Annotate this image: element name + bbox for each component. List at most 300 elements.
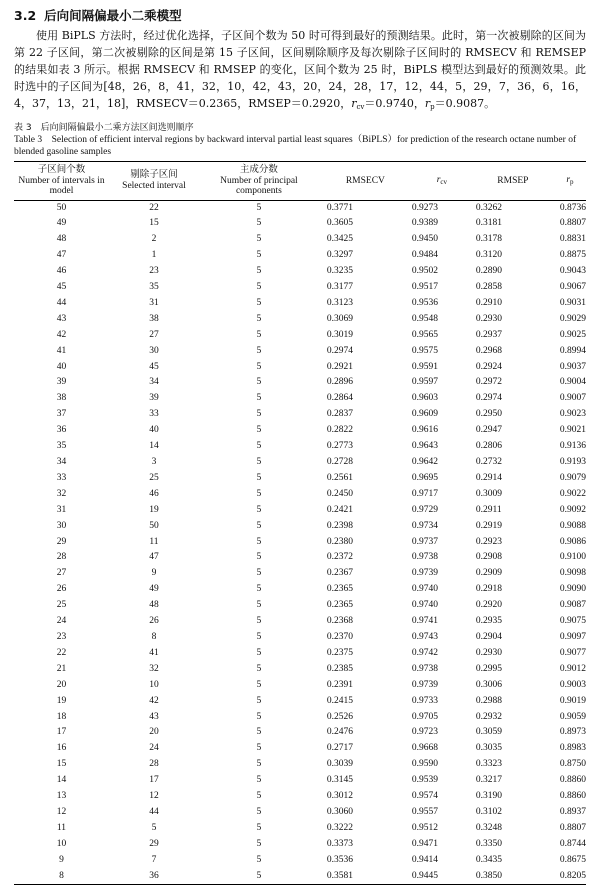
cell-rmsecv: 0.2728 bbox=[326, 457, 354, 467]
cell-selected: 12 bbox=[149, 791, 159, 802]
cell-rmsep: 0.2910 bbox=[475, 297, 502, 308]
cell-rmsep: 0.2972 bbox=[475, 377, 502, 388]
cell-rp: 0.9075 bbox=[559, 616, 586, 627]
header-rp bbox=[554, 162, 586, 201]
cell-rp: 0.9097 bbox=[559, 631, 586, 642]
cell-components: 5 bbox=[256, 695, 262, 706]
cell-rp: 0.9031 bbox=[559, 297, 586, 308]
cell-components: 5 bbox=[256, 727, 262, 738]
cell-rmsecv: 0.3235 bbox=[326, 266, 354, 277]
cell-rp: 0.9098 bbox=[559, 568, 586, 579]
cell-rp: 0.8831 bbox=[559, 234, 586, 245]
cell-selected: 41 bbox=[149, 647, 159, 658]
cell-components: 5 bbox=[256, 552, 262, 563]
header-rcv bbox=[412, 162, 472, 201]
cell-rcv: 0.9445 bbox=[411, 870, 438, 881]
cell-components: 5 bbox=[256, 377, 262, 388]
rp-symbol: r bbox=[424, 97, 431, 110]
cell-rcv: 0.9739 bbox=[411, 568, 438, 579]
cell-intervals: 8 bbox=[59, 870, 64, 881]
cell-rcv: 0.9729 bbox=[411, 504, 438, 515]
cell-selected: 7 bbox=[151, 854, 157, 865]
cell-intervals: 45 bbox=[56, 282, 67, 293]
table-row bbox=[14, 232, 586, 248]
cell-rmsep: 0.2806 bbox=[475, 441, 502, 452]
cell-rcv: 0.9517 bbox=[411, 282, 438, 293]
table-row bbox=[14, 566, 586, 582]
cell-rcv: 0.9548 bbox=[411, 313, 438, 324]
cell-rmsep: 0.3850 bbox=[475, 870, 502, 881]
header-rp-symbol: r bbox=[566, 174, 571, 185]
cell-selected: 5 bbox=[151, 822, 157, 833]
cell-rmsecv: 0.3425 bbox=[326, 234, 354, 245]
cell-components: 5 bbox=[256, 409, 262, 420]
cell-intervals: 31 bbox=[56, 504, 67, 515]
cell-selected: 45 bbox=[149, 361, 159, 372]
table-row bbox=[14, 360, 586, 376]
cell-rcv: 0.9738 bbox=[411, 663, 438, 674]
cell-rmsep: 0.2937 bbox=[475, 329, 502, 340]
table-row bbox=[14, 519, 586, 535]
cell-rmsep: 0.2947 bbox=[475, 425, 502, 436]
cell-intervals: 47 bbox=[56, 250, 67, 261]
cell-rp: 0.8875 bbox=[559, 250, 586, 261]
cell-components: 5 bbox=[256, 791, 262, 802]
cell-rmsep: 0.2935 bbox=[475, 616, 502, 627]
cell-components: 5 bbox=[256, 536, 262, 547]
cell-components: 5 bbox=[256, 457, 262, 467]
cell-intervals: 27 bbox=[56, 568, 67, 579]
cell-rmsecv: 0.2896 bbox=[326, 377, 354, 388]
cell-components: 5 bbox=[256, 631, 262, 642]
cell-rcv: 0.9512 bbox=[411, 822, 438, 833]
cell-components: 5 bbox=[256, 202, 262, 213]
cell-rcv: 0.9591 bbox=[411, 361, 438, 372]
header-selected bbox=[109, 162, 199, 201]
table-row bbox=[14, 757, 586, 773]
cell-components: 5 bbox=[256, 647, 262, 658]
header-selected-en: Selected interval bbox=[122, 180, 186, 191]
cell-rp: 0.9193 bbox=[559, 457, 586, 467]
cell-rcv: 0.9705 bbox=[411, 711, 438, 722]
cell-rp: 0.8750 bbox=[559, 759, 586, 770]
cell-rcv: 0.9609 bbox=[411, 409, 438, 420]
header-components-en: Number of principal components bbox=[220, 175, 298, 196]
cell-components: 5 bbox=[256, 266, 262, 277]
cell-intervals: 14 bbox=[56, 775, 67, 786]
cell-rmsecv: 0.2391 bbox=[326, 679, 354, 690]
cell-rmsecv: 0.2526 bbox=[326, 711, 354, 722]
table-row bbox=[14, 614, 586, 630]
cell-intervals: 40 bbox=[56, 361, 67, 372]
cell-selected: 19 bbox=[149, 504, 159, 515]
table-row bbox=[14, 503, 586, 519]
cell-intervals: 25 bbox=[56, 600, 67, 611]
table-row bbox=[14, 869, 586, 885]
cell-intervals: 23 bbox=[56, 631, 67, 642]
table-row bbox=[14, 328, 586, 344]
cell-rmsecv: 0.3069 bbox=[326, 313, 354, 324]
cell-rmsecv: 0.3039 bbox=[326, 759, 354, 770]
paragraph-text: 使用 BiPLS 方法时，经过优化选择，子区间个数为 50 时可得到最好的预测结果。此时，第一次被剔除的区间为第 22 子区间，第二次被剔除的区间是第 15 子区间，区间剔除顺序及每次剔除子区间时的 RMSECV 和 REMSEP 的结果如表 3 所示。根据 RMSECV 和 RMSEP 的变化，区间个数为 25 时，BiPLS 模型达到最好的预测效果。此时选中的子区间为[48，26，8，41，32，10，42，43，20，24，28，17，12，44，5，29，7，36，6，16，4，37，13，21，18]，RMSECV＝0.2365，RMSEP＝0.2920， bbox=[14, 29, 586, 110]
cell-components: 5 bbox=[256, 218, 262, 229]
table-row bbox=[14, 837, 586, 853]
header-intervals-en: Number of intervals in model bbox=[18, 175, 105, 196]
cell-rmsep: 0.3102 bbox=[475, 806, 502, 817]
cell-components: 5 bbox=[256, 345, 262, 356]
cell-rp: 0.8807 bbox=[559, 822, 586, 833]
cell-rmsep: 0.2911 bbox=[475, 504, 502, 515]
cell-intervals: 30 bbox=[56, 520, 67, 531]
cell-selected: 32 bbox=[149, 663, 159, 674]
table-row bbox=[14, 821, 586, 837]
cell-selected: 26 bbox=[149, 616, 159, 627]
cell-rcv: 0.9717 bbox=[411, 488, 438, 499]
cell-intervals: 13 bbox=[56, 791, 67, 802]
cell-rp: 0.8675 bbox=[559, 854, 586, 865]
table-row bbox=[14, 550, 586, 566]
cell-components: 5 bbox=[256, 393, 262, 404]
cell-selected: 25 bbox=[149, 472, 159, 483]
cell-rp: 0.9136 bbox=[559, 441, 586, 452]
table-row bbox=[14, 471, 586, 487]
cell-rp: 0.9087 bbox=[559, 600, 586, 611]
cell-rmsep: 0.3323 bbox=[475, 759, 502, 770]
table-row bbox=[14, 789, 586, 805]
cell-intervals: 46 bbox=[56, 266, 67, 277]
cell-components: 5 bbox=[256, 775, 262, 786]
cell-components: 5 bbox=[256, 441, 262, 452]
cell-rmsep: 0.2914 bbox=[475, 472, 502, 483]
cell-intervals: 33 bbox=[56, 472, 67, 483]
cell-rmsep: 0.3120 bbox=[475, 250, 502, 261]
table-row bbox=[14, 200, 586, 216]
header-rmsecv: RMSECV bbox=[345, 175, 385, 186]
cell-components: 5 bbox=[256, 234, 262, 245]
cell-rmsecv: 0.3297 bbox=[326, 250, 354, 261]
table-row bbox=[14, 375, 586, 391]
header-rcv-sub: cv bbox=[440, 177, 448, 186]
cell-components: 5 bbox=[256, 313, 262, 324]
cell-rcv: 0.9743 bbox=[411, 631, 438, 642]
cell-rp: 0.8937 bbox=[559, 806, 586, 817]
cell-components: 5 bbox=[256, 743, 262, 754]
cell-selected: 47 bbox=[149, 552, 159, 563]
cell-rp: 0.9004 bbox=[559, 377, 586, 388]
table-row bbox=[14, 630, 586, 646]
header-rp-sub: p bbox=[570, 177, 574, 186]
cell-rmsecv: 0.3605 bbox=[326, 218, 354, 229]
table-row bbox=[14, 805, 586, 821]
cell-selected: 17 bbox=[149, 775, 159, 786]
cell-rcv: 0.9575 bbox=[411, 345, 438, 356]
cell-selected: 48 bbox=[149, 600, 159, 611]
cell-rp: 0.9079 bbox=[559, 472, 586, 483]
cell-rcv: 0.9616 bbox=[411, 425, 438, 436]
cell-rcv: 0.9565 bbox=[411, 329, 438, 340]
cell-rcv: 0.9539 bbox=[411, 775, 438, 786]
cell-components: 5 bbox=[256, 616, 262, 627]
cell-rp: 0.9088 bbox=[559, 520, 586, 531]
table-row bbox=[14, 678, 586, 694]
cell-selected: 31 bbox=[149, 297, 159, 308]
cell-rmsecv: 0.2822 bbox=[326, 425, 354, 436]
cell-rp: 0.9019 bbox=[559, 695, 586, 706]
cell-selected: 33 bbox=[149, 409, 159, 420]
cell-intervals: 37 bbox=[56, 409, 67, 420]
cell-selected: 23 bbox=[149, 266, 159, 277]
cell-rp: 0.9012 bbox=[559, 663, 586, 674]
cell-intervals: 15 bbox=[56, 759, 67, 770]
cell-rp: 0.9021 bbox=[559, 425, 586, 436]
cell-rmsep: 0.3178 bbox=[475, 234, 502, 245]
cell-rp: 0.9029 bbox=[559, 313, 586, 324]
cell-selected: 9 bbox=[151, 568, 157, 579]
cell-rmsep: 0.3190 bbox=[475, 791, 502, 802]
cell-rmsecv: 0.3581 bbox=[326, 870, 354, 881]
cell-intervals: 29 bbox=[56, 536, 67, 547]
cell-intervals: 48 bbox=[56, 234, 67, 245]
cell-selected: 2 bbox=[151, 234, 157, 245]
cell-rcv: 0.9414 bbox=[411, 854, 438, 865]
cell-selected: 3 bbox=[151, 457, 157, 467]
cell-components: 5 bbox=[256, 600, 262, 611]
cell-selected: 34 bbox=[149, 377, 159, 388]
cell-rp: 0.9086 bbox=[559, 536, 586, 547]
header-components-cn: 主成分数 bbox=[239, 165, 278, 175]
table-row bbox=[14, 455, 586, 471]
cell-components: 5 bbox=[256, 297, 262, 308]
cell-intervals: 41 bbox=[56, 345, 67, 356]
table-caption-en: Table 3 Selection of efficient interval regions by backward interval partial least squares（BiPLS）for prediction of the research octane number of blended gasoline samples bbox=[14, 135, 577, 157]
cell-rmsecv: 0.2476 bbox=[326, 727, 354, 738]
cell-intervals: 49 bbox=[56, 218, 67, 229]
cell-rp: 0.9077 bbox=[559, 647, 586, 658]
cell-rmsep: 0.2988 bbox=[475, 695, 502, 706]
cell-selected: 43 bbox=[149, 711, 159, 722]
table-row bbox=[14, 216, 586, 232]
cell-rmsecv: 0.3373 bbox=[326, 838, 354, 849]
cell-rcv: 0.9643 bbox=[411, 441, 438, 452]
cell-rmsecv: 0.3177 bbox=[326, 282, 354, 293]
cell-rmsep: 0.3350 bbox=[475, 838, 502, 849]
cell-rcv: 0.9642 bbox=[411, 457, 438, 467]
cell-rcv: 0.9273 bbox=[411, 202, 438, 213]
cell-intervals: 28 bbox=[56, 552, 67, 563]
cell-rmsep: 0.2930 bbox=[475, 313, 502, 324]
cell-rcv: 0.9741 bbox=[411, 616, 438, 627]
header-rmsep: RMSEP bbox=[497, 175, 529, 186]
cell-selected: 35 bbox=[149, 282, 159, 293]
cell-components: 5 bbox=[256, 250, 262, 261]
cell-selected: 20 bbox=[149, 727, 159, 738]
cell-selected: 39 bbox=[149, 393, 159, 404]
cell-intervals: 16 bbox=[56, 743, 67, 754]
cell-components: 5 bbox=[256, 584, 262, 595]
cell-rmsecv: 0.2717 bbox=[326, 743, 354, 754]
cell-selected: 28 bbox=[149, 759, 159, 770]
cell-rmsep: 0.3435 bbox=[475, 854, 502, 865]
cell-components: 5 bbox=[256, 759, 262, 770]
cell-selected: 50 bbox=[149, 520, 159, 531]
cell-rp: 0.8973 bbox=[559, 727, 586, 738]
cell-rmsep: 0.2920 bbox=[475, 600, 502, 611]
table-row bbox=[14, 248, 586, 264]
cell-rp: 0.9043 bbox=[559, 266, 586, 277]
cell-intervals: 22 bbox=[56, 647, 67, 658]
cell-rmsecv: 0.2421 bbox=[326, 504, 354, 515]
cell-selected: 49 bbox=[149, 584, 159, 595]
section-number: 3.2 bbox=[14, 8, 37, 23]
cell-components: 5 bbox=[256, 520, 262, 531]
cell-rp: 0.9092 bbox=[559, 504, 586, 515]
cell-rmsep: 0.2932 bbox=[475, 711, 502, 722]
table-caption-cn: 表 3 后向间隔偏最小二乘方法区间选则顺序 bbox=[14, 123, 194, 133]
table-row bbox=[14, 264, 586, 280]
table-row bbox=[14, 694, 586, 710]
cell-selected: 10 bbox=[149, 679, 159, 690]
rcv-value: ＝0.9740， bbox=[364, 97, 425, 110]
cell-rmsecv: 0.2864 bbox=[326, 393, 354, 404]
section-heading bbox=[14, 8, 586, 24]
cell-rmsecv: 0.2385 bbox=[326, 663, 354, 674]
cell-rmsecv: 0.2773 bbox=[326, 441, 354, 452]
cell-rmsecv: 0.2372 bbox=[326, 552, 354, 563]
cell-rmsecv: 0.2398 bbox=[326, 520, 354, 531]
cell-components: 5 bbox=[256, 282, 262, 293]
table-row bbox=[14, 598, 586, 614]
cell-intervals: 34 bbox=[56, 457, 67, 467]
cell-rmsep: 0.2908 bbox=[475, 552, 502, 563]
header-rcv-symbol: r bbox=[436, 174, 441, 185]
table-row bbox=[14, 741, 586, 757]
cell-components: 5 bbox=[256, 679, 262, 690]
table-row bbox=[14, 725, 586, 741]
cell-rp: 0.8205 bbox=[559, 870, 586, 881]
cell-intervals: 32 bbox=[56, 488, 67, 499]
cell-intervals: 50 bbox=[56, 202, 67, 213]
cell-selected: 22 bbox=[149, 202, 159, 213]
cell-rmsep: 0.2974 bbox=[475, 393, 502, 404]
cell-rmsep: 0.2732 bbox=[475, 457, 502, 467]
cell-components: 5 bbox=[256, 838, 262, 849]
cell-rmsep: 0.3035 bbox=[475, 743, 502, 754]
cell-rmsep: 0.2919 bbox=[475, 520, 502, 531]
cell-rp: 0.8744 bbox=[559, 838, 586, 849]
cell-components: 5 bbox=[256, 488, 262, 499]
cell-rmsecv: 0.3222 bbox=[326, 822, 354, 833]
cell-intervals: 21 bbox=[56, 663, 67, 674]
cell-selected: 14 bbox=[149, 441, 159, 452]
table-row bbox=[14, 344, 586, 360]
cell-rmsecv: 0.3145 bbox=[326, 775, 354, 786]
cell-rmsecv: 0.3012 bbox=[326, 791, 354, 802]
cell-rmsecv: 0.2561 bbox=[326, 472, 354, 483]
cell-rp: 0.8983 bbox=[559, 743, 586, 754]
cell-selected: 29 bbox=[149, 838, 159, 849]
cell-components: 5 bbox=[256, 711, 262, 722]
cell-selected: 27 bbox=[149, 329, 159, 340]
cell-rp: 0.8807 bbox=[559, 218, 586, 229]
cell-components: 5 bbox=[256, 854, 262, 865]
cell-intervals: 36 bbox=[56, 425, 67, 436]
cell-rmsep: 0.2890 bbox=[475, 266, 502, 277]
cell-selected: 8 bbox=[151, 631, 157, 642]
section-title: 后向间隔偏最小二乘模型 bbox=[44, 8, 182, 23]
cell-rmsep: 0.2930 bbox=[475, 647, 502, 658]
cell-rcv: 0.9597 bbox=[411, 377, 438, 388]
cell-rmsep: 0.3059 bbox=[475, 727, 502, 738]
table-body bbox=[14, 200, 586, 885]
rcv-symbol: r bbox=[351, 97, 357, 110]
cell-rcv: 0.9389 bbox=[411, 218, 438, 229]
cell-rp: 0.9059 bbox=[559, 711, 586, 722]
cell-rmsecv: 0.2450 bbox=[326, 488, 354, 499]
cell-selected: 42 bbox=[149, 695, 159, 706]
cell-rcv: 0.9502 bbox=[411, 266, 438, 277]
cell-rmsecv: 0.2921 bbox=[326, 361, 354, 372]
cell-intervals: 24 bbox=[56, 616, 67, 627]
cell-rmsecv: 0.3123 bbox=[326, 297, 354, 308]
cell-components: 5 bbox=[256, 806, 262, 817]
cell-intervals: 9 bbox=[59, 854, 64, 865]
cell-intervals: 42 bbox=[56, 329, 67, 340]
cell-rcv: 0.9574 bbox=[411, 791, 438, 802]
cell-rmsecv: 0.2380 bbox=[326, 536, 354, 547]
cell-intervals: 20 bbox=[56, 679, 67, 690]
cell-selected: 1 bbox=[151, 250, 157, 261]
cell-rcv: 0.9738 bbox=[411, 552, 438, 563]
cell-components: 5 bbox=[256, 568, 262, 579]
cell-intervals: 26 bbox=[56, 584, 67, 595]
table-row bbox=[14, 312, 586, 328]
table-row bbox=[14, 296, 586, 312]
cell-rmsecv: 0.2375 bbox=[326, 647, 354, 658]
cell-components: 5 bbox=[256, 870, 262, 881]
cell-selected: 46 bbox=[149, 488, 159, 499]
header-selected-cn: 剔除子区间 bbox=[130, 170, 178, 181]
cell-intervals: 17 bbox=[56, 727, 67, 738]
cell-intervals: 38 bbox=[56, 393, 67, 404]
table-row bbox=[14, 582, 586, 598]
body-paragraph bbox=[14, 27, 586, 116]
cell-rmsep: 0.2858 bbox=[475, 282, 502, 293]
cell-rmsep: 0.2924 bbox=[475, 361, 502, 372]
cell-rp: 0.9090 bbox=[559, 584, 586, 595]
cell-rmsep: 0.3181 bbox=[475, 218, 502, 229]
cell-rmsecv: 0.3771 bbox=[326, 202, 354, 213]
cell-rp: 0.9023 bbox=[559, 409, 586, 420]
cell-rmsecv: 0.2365 bbox=[326, 584, 354, 595]
cell-rmsecv: 0.2367 bbox=[326, 568, 354, 579]
cell-rmsecv: 0.3060 bbox=[326, 806, 354, 817]
cell-rcv: 0.9742 bbox=[411, 647, 438, 658]
cell-rp: 0.8860 bbox=[559, 775, 586, 786]
cell-rp: 0.8860 bbox=[559, 791, 586, 802]
table-row bbox=[14, 439, 586, 455]
header-components bbox=[199, 162, 319, 201]
cell-selected: 11 bbox=[149, 536, 159, 547]
rp-value: ＝0.9087。 bbox=[434, 97, 496, 110]
cell-rmsep: 0.3006 bbox=[475, 679, 502, 690]
cell-rmsecv: 0.2370 bbox=[326, 631, 354, 642]
cell-rmsep: 0.2904 bbox=[475, 631, 502, 642]
cell-intervals: 43 bbox=[56, 313, 67, 324]
cell-rp: 0.8994 bbox=[559, 345, 586, 356]
cell-rmsep: 0.2968 bbox=[475, 345, 502, 356]
cell-rp: 0.9025 bbox=[559, 329, 586, 340]
cell-selected: 15 bbox=[149, 218, 159, 229]
